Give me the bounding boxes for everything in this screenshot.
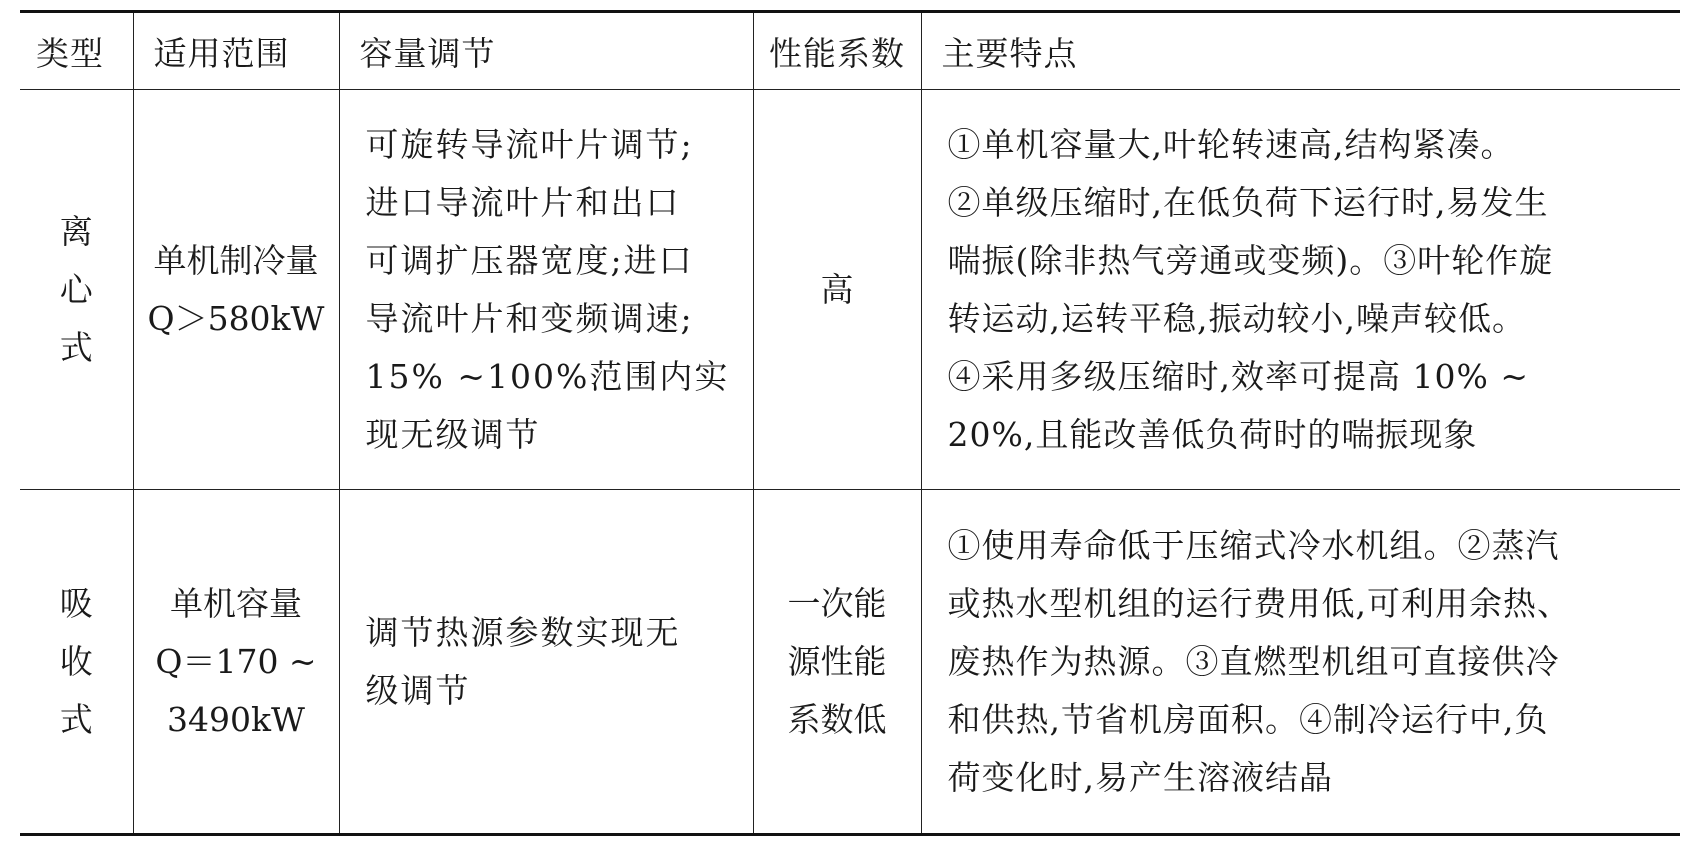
table-row-absorption (20, 490, 1680, 835)
cell-scope: 单机制冷量 Q＞580kW (133, 90, 339, 490)
header-type: 类型 (20, 12, 133, 90)
header-scope: 适用范围 (133, 12, 339, 90)
header-capacity: 容量调节 (339, 12, 753, 90)
cell-performance: 一次能 源性能 系数低 (753, 490, 921, 835)
cell-capacity: 可旋转导流叶片调节; 进口导流叶片和出口 可调扩压器宽度;进口 导流叶片和变频调速; 15% ~100%范围内实 现无级调节 (339, 90, 753, 490)
cell-performance: 高 (753, 90, 921, 490)
table-row-centrifugal (20, 90, 1680, 490)
cell-type: 吸 收 式 (20, 490, 133, 835)
cell-type: 离 心 式 (20, 90, 133, 490)
cell-scope: 单机容量 Q＝170 ~ 3490kW (133, 490, 339, 835)
table-header (20, 12, 1680, 90)
cell-features: ①使用寿命低于压缩式冷水机组。②蒸汽 或热水型机组的运行费用低,可利用余热、 废热作为热源。③直燃型机组可直接供冷 和供热,节省机房面积。④制冷运行中,负 荷变化时,易产生溶液结晶 (921, 490, 1680, 835)
header-features: 主要特点 (921, 12, 1680, 90)
header-performance: 性能系数 (753, 12, 921, 90)
header-row (20, 12, 1680, 90)
comparison-table-container (20, 10, 1680, 836)
cell-capacity: 调节热源参数实现无 级调节 (339, 490, 753, 835)
chiller-comparison-table (20, 10, 1680, 836)
cell-features: ①单机容量大,叶轮转速高,结构紧凑。 ②单级压缩时,在低负荷下运行时,易发生 喘振(除非热气旁通或变频)。③叶轮作旋 转运动,运转平稳,振动较小,噪声较低。 ④采用多级压缩时,效率可提高 10% ~ 20%,且能改善低负荷时的喘振现象 (921, 90, 1680, 490)
table-body (20, 90, 1680, 835)
